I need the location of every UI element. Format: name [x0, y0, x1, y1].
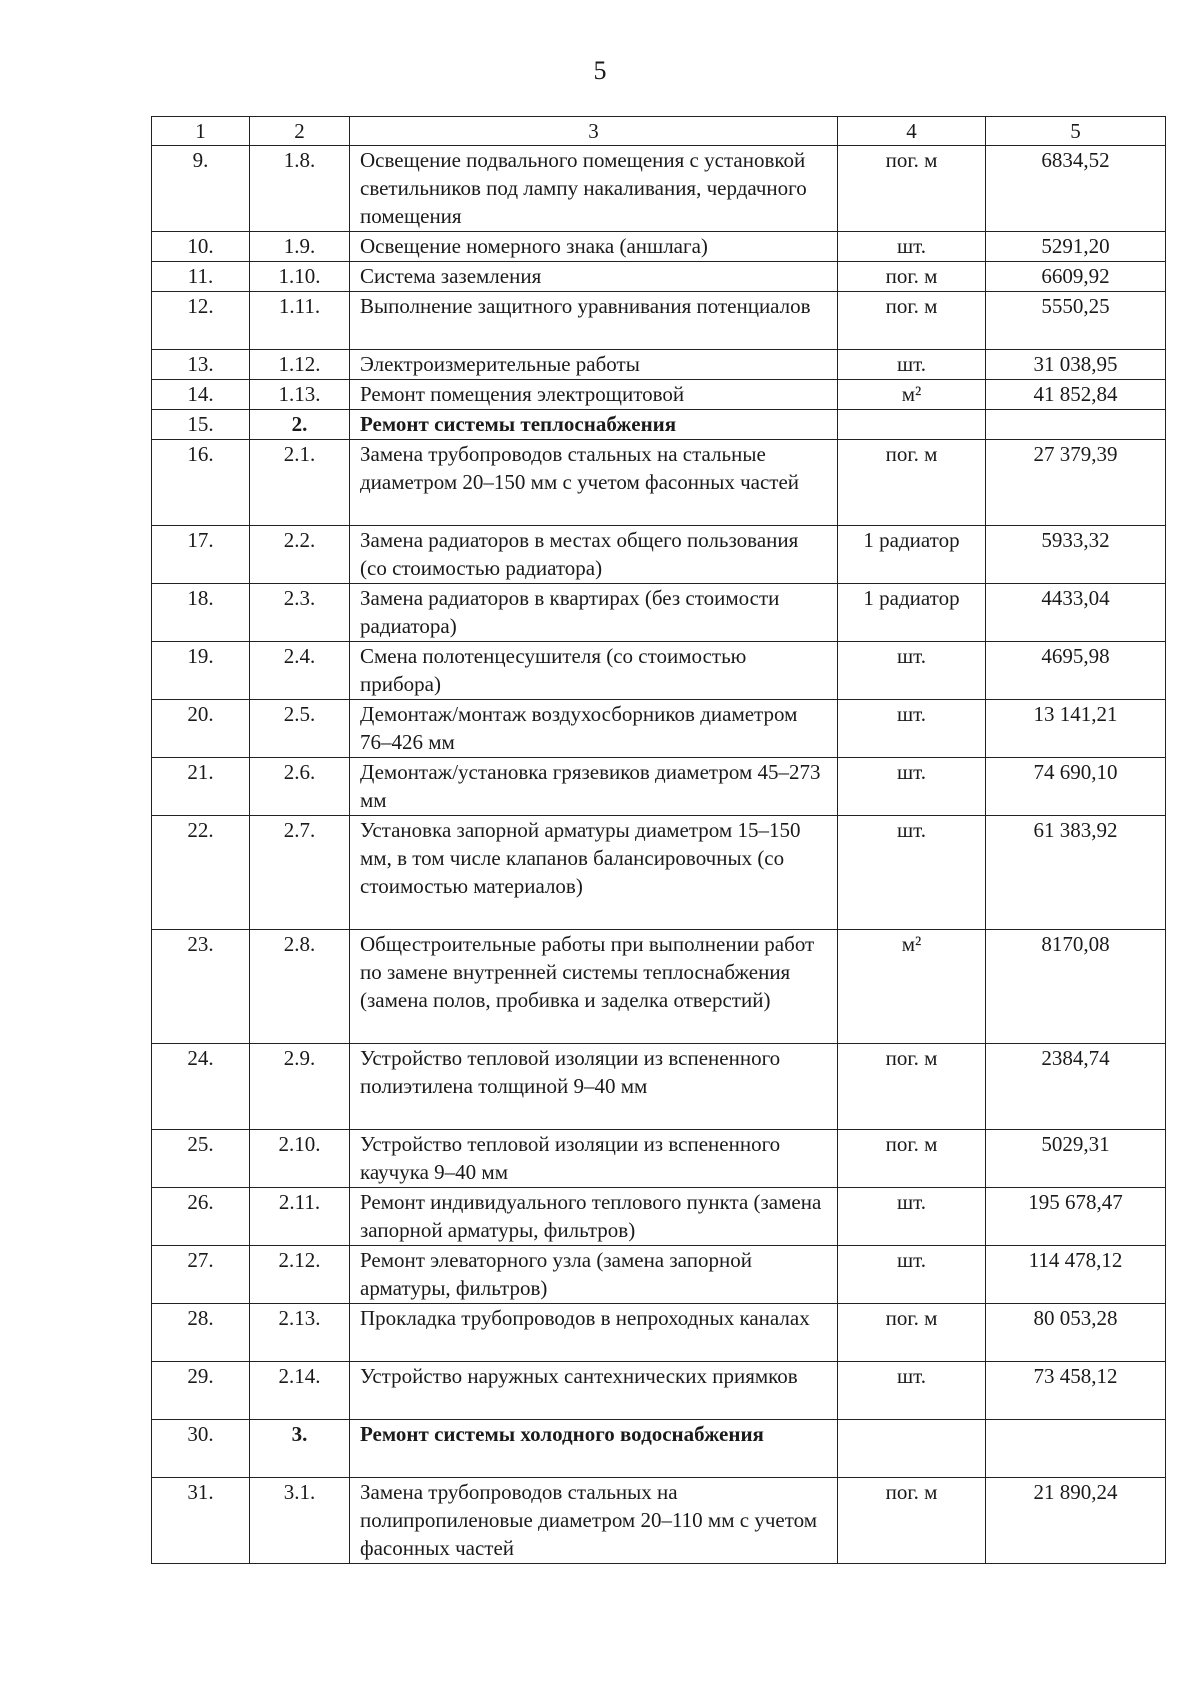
- row-code: 2.1.: [250, 440, 350, 526]
- row-description: Замена радиаторов в местах общего пользования (со стоимостью радиатора): [350, 526, 838, 584]
- row-unit: м²: [838, 930, 986, 1044]
- table-row: [152, 1362, 1166, 1420]
- row-code: 3.1.: [250, 1478, 350, 1564]
- table-row: [152, 440, 1166, 526]
- row-code: 2.13.: [250, 1304, 350, 1362]
- row-code: 1.8.: [250, 146, 350, 232]
- row-code: 2.10.: [250, 1130, 350, 1188]
- row-number: 16.: [152, 440, 250, 526]
- row-cost: 13 141,21: [986, 700, 1166, 758]
- row-number: 18.: [152, 584, 250, 642]
- row-cost: 31 038,95: [986, 350, 1166, 380]
- row-unit: пог. м: [838, 1130, 986, 1188]
- row-cost: 6834,52: [986, 146, 1166, 232]
- row-code: 1.12.: [250, 350, 350, 380]
- row-number: 23.: [152, 930, 250, 1044]
- row-description: Освещение подвального помещения с установкой светильников под лампу накаливания, чердачного помещения: [350, 146, 838, 232]
- row-unit: шт.: [838, 1246, 986, 1304]
- header-cell: 1: [152, 117, 250, 146]
- row-cost: 5291,20: [986, 232, 1166, 262]
- row-description: Выполнение защитного уравнивания потенциалов: [350, 292, 838, 350]
- table-row: [152, 262, 1166, 292]
- cost-table: [151, 116, 1166, 1564]
- header-cell: 5: [986, 117, 1166, 146]
- row-number: 27.: [152, 1246, 250, 1304]
- row-code: 2.6.: [250, 758, 350, 816]
- row-description: Прокладка трубопроводов в непроходных каналах: [350, 1304, 838, 1362]
- row-unit: шт.: [838, 1188, 986, 1246]
- row-code: 2.12.: [250, 1246, 350, 1304]
- row-unit: пог. м: [838, 1044, 986, 1130]
- row-unit: 1 радиатор: [838, 584, 986, 642]
- row-description: Общестроительные работы при выполнении работ по замене внутренней системы теплоснабжения (замена полов, пробивка и заделка отверстий): [350, 930, 838, 1044]
- row-number: 21.: [152, 758, 250, 816]
- row-unit: пог. м: [838, 292, 986, 350]
- row-cost: 27 379,39: [986, 440, 1166, 526]
- table-row: [152, 1304, 1166, 1362]
- row-cost: 61 383,92: [986, 816, 1166, 930]
- row-cost: 8170,08: [986, 930, 1166, 1044]
- row-code: 1.9.: [250, 232, 350, 262]
- row-description: Замена радиаторов в квартирах (без стоимости радиатора): [350, 584, 838, 642]
- table-row: [152, 1130, 1166, 1188]
- row-cost: 73 458,12: [986, 1362, 1166, 1420]
- row-number: 17.: [152, 526, 250, 584]
- table-header-row: [152, 117, 1166, 146]
- row-unit: шт.: [838, 700, 986, 758]
- table-row: [152, 232, 1166, 262]
- row-number: 11.: [152, 262, 250, 292]
- row-unit: пог. м: [838, 146, 986, 232]
- row-description: Демонтаж/установка грязевиков диаметром 45–273 мм: [350, 758, 838, 816]
- row-unit: шт.: [838, 758, 986, 816]
- table-row: [152, 292, 1166, 350]
- row-description: Система заземления: [350, 262, 838, 292]
- table-row: [152, 700, 1166, 758]
- row-description: Смена полотенцесушителя (со стоимостью прибора): [350, 642, 838, 700]
- header-cell: 2: [250, 117, 350, 146]
- row-cost: 80 053,28: [986, 1304, 1166, 1362]
- row-cost: 74 690,10: [986, 758, 1166, 816]
- row-number: 19.: [152, 642, 250, 700]
- row-number: 13.: [152, 350, 250, 380]
- row-number: 15.: [152, 410, 250, 440]
- row-number: 10.: [152, 232, 250, 262]
- row-number: 30.: [152, 1420, 250, 1478]
- row-unit: [838, 1420, 986, 1478]
- table-row: [152, 1044, 1166, 1130]
- table-row: [152, 1478, 1166, 1564]
- row-number: 31.: [152, 1478, 250, 1564]
- row-unit: шт.: [838, 816, 986, 930]
- row-unit: [838, 410, 986, 440]
- row-description: Электроизмерительные работы: [350, 350, 838, 380]
- row-code: 2.2.: [250, 526, 350, 584]
- row-unit: пог. м: [838, 1304, 986, 1362]
- row-code: 2.4.: [250, 642, 350, 700]
- row-code: 1.11.: [250, 292, 350, 350]
- row-description: Ремонт индивидуального теплового пункта (замена запорной арматуры, фильтров): [350, 1188, 838, 1246]
- row-description: Замена трубопроводов стальных на стальные диаметром 20–150 мм с учетом фасонных частей: [350, 440, 838, 526]
- row-description: Освещение номерного знака (аншлага): [350, 232, 838, 262]
- row-cost: 5029,31: [986, 1130, 1166, 1188]
- row-cost: 2384,74: [986, 1044, 1166, 1130]
- row-cost: 114 478,12: [986, 1246, 1166, 1304]
- table-row: [152, 816, 1166, 930]
- row-description: Устройство наружных сантехнических приямков: [350, 1362, 838, 1420]
- row-number: 25.: [152, 1130, 250, 1188]
- table-row: [152, 758, 1166, 816]
- row-unit: шт.: [838, 350, 986, 380]
- row-unit: пог. м: [838, 262, 986, 292]
- row-number: 28.: [152, 1304, 250, 1362]
- row-unit: шт.: [838, 1362, 986, 1420]
- row-description: Устройство тепловой изоляции из вспененного полиэтилена толщиной 9–40 мм: [350, 1044, 838, 1130]
- row-number: 9.: [152, 146, 250, 232]
- row-code: 2.: [250, 410, 350, 440]
- row-code: 3.: [250, 1420, 350, 1478]
- row-code: 2.7.: [250, 816, 350, 930]
- table-row: [152, 930, 1166, 1044]
- row-description: Установка запорной арматуры диаметром 15–150 мм, в том числе клапанов балансировочных (со стоимостью материалов): [350, 816, 838, 930]
- table-row: [152, 642, 1166, 700]
- row-cost: 6609,92: [986, 262, 1166, 292]
- row-description: Ремонт элеваторного узла (замена запорной арматуры, фильтров): [350, 1246, 838, 1304]
- row-unit: шт.: [838, 642, 986, 700]
- row-description: Ремонт системы холодного водоснабжения: [350, 1420, 838, 1478]
- row-number: 22.: [152, 816, 250, 930]
- row-unit: м²: [838, 380, 986, 410]
- row-cost: 5550,25: [986, 292, 1166, 350]
- row-number: 20.: [152, 700, 250, 758]
- row-number: 14.: [152, 380, 250, 410]
- row-code: 2.14.: [250, 1362, 350, 1420]
- row-code: 2.5.: [250, 700, 350, 758]
- row-unit: пог. м: [838, 440, 986, 526]
- table-row: [152, 1246, 1166, 1304]
- table-row: [152, 146, 1166, 232]
- row-code: 2.8.: [250, 930, 350, 1044]
- row-code: 2.9.: [250, 1044, 350, 1130]
- table-row: [152, 584, 1166, 642]
- row-cost: [986, 410, 1166, 440]
- page-number: 5: [593, 56, 607, 85]
- row-cost: 4433,04: [986, 584, 1166, 642]
- table-section-row: [152, 410, 1166, 440]
- row-number: 12.: [152, 292, 250, 350]
- row-code: 2.3.: [250, 584, 350, 642]
- row-description: Замена трубопроводов стальных на полипропиленовые диаметром 20–110 мм с учетом фасонных частей: [350, 1478, 838, 1564]
- row-number: 24.: [152, 1044, 250, 1130]
- header-cell: 4: [838, 117, 986, 146]
- row-code: 1.10.: [250, 262, 350, 292]
- row-cost: 5933,32: [986, 526, 1166, 584]
- table-row: [152, 1188, 1166, 1246]
- header-cell: 3: [350, 117, 838, 146]
- row-code: 1.13.: [250, 380, 350, 410]
- row-cost: 41 852,84: [986, 380, 1166, 410]
- row-number: 29.: [152, 1362, 250, 1420]
- table-section-row: [152, 1420, 1166, 1478]
- row-description: Демонтаж/монтаж воздухосборников диаметром 76–426 мм: [350, 700, 838, 758]
- row-unit: пог. м: [838, 1478, 986, 1564]
- row-cost: 195 678,47: [986, 1188, 1166, 1246]
- table-row: [152, 350, 1166, 380]
- row-unit: шт.: [838, 232, 986, 262]
- row-cost: 4695,98: [986, 642, 1166, 700]
- table-row: [152, 526, 1166, 584]
- table-row: [152, 380, 1166, 410]
- row-code: 2.11.: [250, 1188, 350, 1246]
- row-cost: 21 890,24: [986, 1478, 1166, 1564]
- row-number: 26.: [152, 1188, 250, 1246]
- row-description: Ремонт помещения электрощитовой: [350, 380, 838, 410]
- row-unit: 1 радиатор: [838, 526, 986, 584]
- row-description: Устройство тепловой изоляции из вспененного каучука 9–40 мм: [350, 1130, 838, 1188]
- row-cost: [986, 1420, 1166, 1478]
- row-description: Ремонт системы теплоснабжения: [350, 410, 838, 440]
